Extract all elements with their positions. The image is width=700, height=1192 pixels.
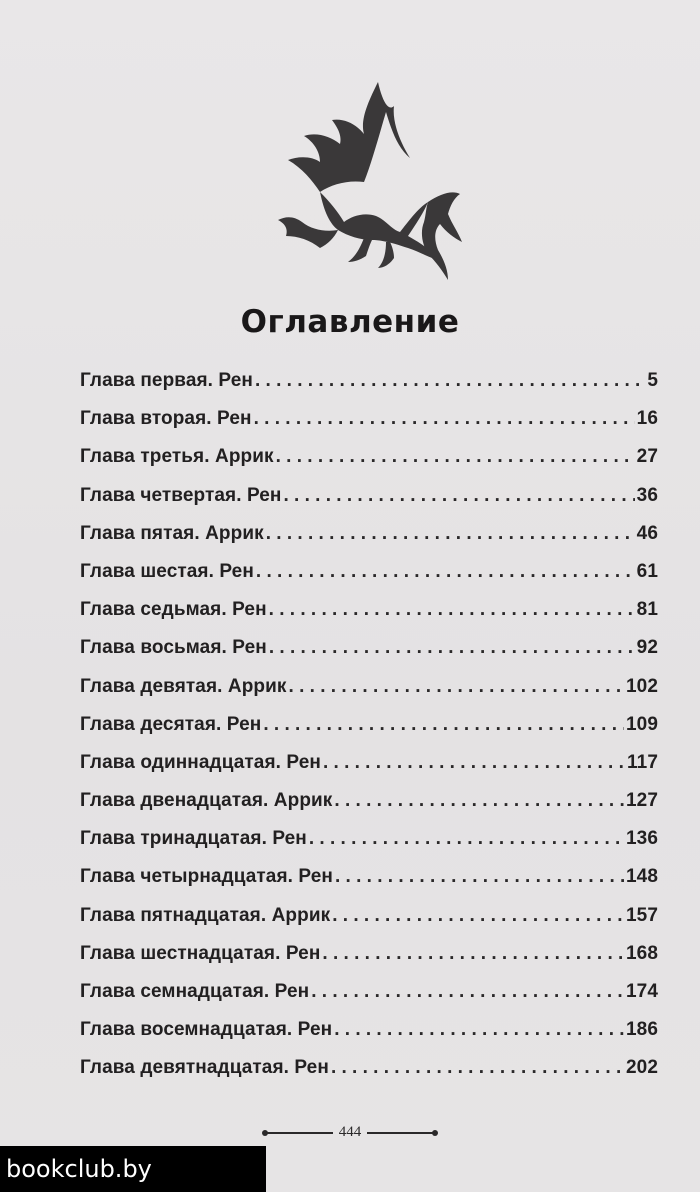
- toc-entry: [80, 446, 658, 484]
- toc-entry: [80, 1057, 658, 1095]
- toc-entry: [80, 637, 658, 675]
- toc-leader-dots: [276, 446, 635, 468]
- toc-entry: [80, 370, 658, 408]
- toc-entry-page: 148: [625, 866, 658, 888]
- toc-entry-page: 27: [636, 446, 658, 468]
- toc-entry-page: 81: [636, 599, 658, 621]
- toc-leader-dots: [289, 676, 624, 698]
- toc-entry: [80, 599, 658, 637]
- page-title: Оглавление: [240, 304, 460, 340]
- watermark-label: bookclub.by: [0, 1146, 266, 1192]
- toc-entry-title: Глава тринадцатая. Рен: [80, 828, 307, 850]
- toc-entry: [80, 485, 658, 523]
- toc-entry-page: 61: [636, 560, 658, 582]
- toc-leader-dots: [255, 370, 645, 392]
- page-number: 444: [338, 1124, 362, 1140]
- toc-entry: [80, 523, 658, 561]
- toc-entry-page: 168: [625, 942, 658, 964]
- toc-entry-page: 46: [636, 522, 658, 544]
- toc-entry-page: 16: [636, 408, 658, 430]
- toc-leader-dots: [263, 714, 624, 736]
- toc-entry-title: Глава третья. Аррик: [80, 446, 274, 468]
- toc-leader-dots: [335, 866, 624, 888]
- toc-entry-title: Глава восемнадцатая. Рен: [80, 1019, 333, 1041]
- toc-leader-dots: [269, 637, 635, 659]
- toc-leader-dots: [332, 905, 624, 927]
- toc-entry-title: Глава девятнадцатая. Рен: [80, 1057, 329, 1079]
- toc-leader-dots: [269, 599, 635, 621]
- toc-entry-title: Глава четвертая. Рен: [80, 484, 282, 506]
- toc-entry: [80, 561, 658, 599]
- toc-entry-page: 102: [625, 675, 658, 697]
- toc-entry: [80, 981, 658, 1019]
- toc-entry-page: 92: [636, 637, 658, 659]
- page-footer: [0, 1124, 700, 1141]
- toc-entry-title: Глава четырнадцатая. Рен: [80, 866, 333, 888]
- toc-entry: [80, 943, 658, 981]
- toc-entry-title: Глава девятая. Аррик: [80, 675, 287, 697]
- toc-leader-dots: [334, 1019, 624, 1041]
- toc-entry-page: 136: [625, 828, 658, 850]
- toc-entry-title: Глава двенадцатая. Аррик: [80, 790, 333, 812]
- toc-entry-page: 127: [625, 790, 658, 812]
- toc-entry-title: Глава восьмая. Рен: [80, 637, 267, 659]
- dragon-icon: [268, 72, 464, 282]
- toc-entry-title: Глава семнадцатая. Рен: [80, 981, 310, 1002]
- toc-entry-title: Глава шестая. Рен: [80, 560, 254, 582]
- toc-entry-page: 117: [627, 751, 658, 773]
- toc-entry-title: Глава пятая. Аррик: [80, 522, 264, 544]
- toc-entry-page: 202: [625, 1057, 658, 1079]
- toc-entry-title: Глава седьмая. Рен: [80, 599, 267, 621]
- toc-entry-title: Глава одиннадцатая. Рен: [80, 751, 321, 773]
- toc-leader-dots: [309, 828, 624, 850]
- toc-entry: [80, 676, 658, 714]
- toc-entry: [80, 790, 658, 828]
- toc-entry-title: Глава первая. Рен: [80, 370, 253, 391]
- toc-entry-title: Глава шестнадцатая. Рен: [80, 942, 321, 964]
- toc-entry-title: Глава вторая. Рен: [80, 408, 252, 430]
- toc-entry: [80, 866, 658, 904]
- footer-ornament-left: [265, 1132, 333, 1134]
- toc-leader-dots: [254, 408, 635, 430]
- toc-entry: [80, 408, 658, 446]
- toc-entry-page: 157: [625, 904, 658, 926]
- toc-entry: [80, 905, 658, 943]
- toc-entry-title: Глава пятнадцатая. Аррик: [80, 904, 331, 926]
- toc-entry-page: 174: [625, 981, 658, 1002]
- toc-entry-page: 36: [636, 484, 658, 506]
- toc-leader-dots: [331, 1057, 624, 1079]
- toc-entry-page: 5: [647, 370, 658, 391]
- table-of-contents: [80, 370, 658, 1096]
- toc-leader-dots: [256, 561, 635, 583]
- toc-entry: [80, 752, 658, 790]
- toc-entry: [80, 1019, 658, 1057]
- footer-ornament-right: [367, 1132, 435, 1134]
- toc-leader-dots: [323, 752, 625, 774]
- toc-leader-dots: [284, 485, 635, 507]
- toc-entry: [80, 714, 658, 752]
- toc-leader-dots: [266, 523, 635, 545]
- toc-leader-dots: [334, 790, 624, 812]
- toc-entry-page: 186: [625, 1019, 658, 1041]
- toc-leader-dots: [311, 981, 624, 1003]
- toc-entry-title: Глава десятая. Рен: [80, 713, 262, 735]
- toc-leader-dots: [322, 943, 624, 965]
- toc-entry: [80, 828, 658, 866]
- toc-entry-page: 109: [625, 713, 658, 735]
